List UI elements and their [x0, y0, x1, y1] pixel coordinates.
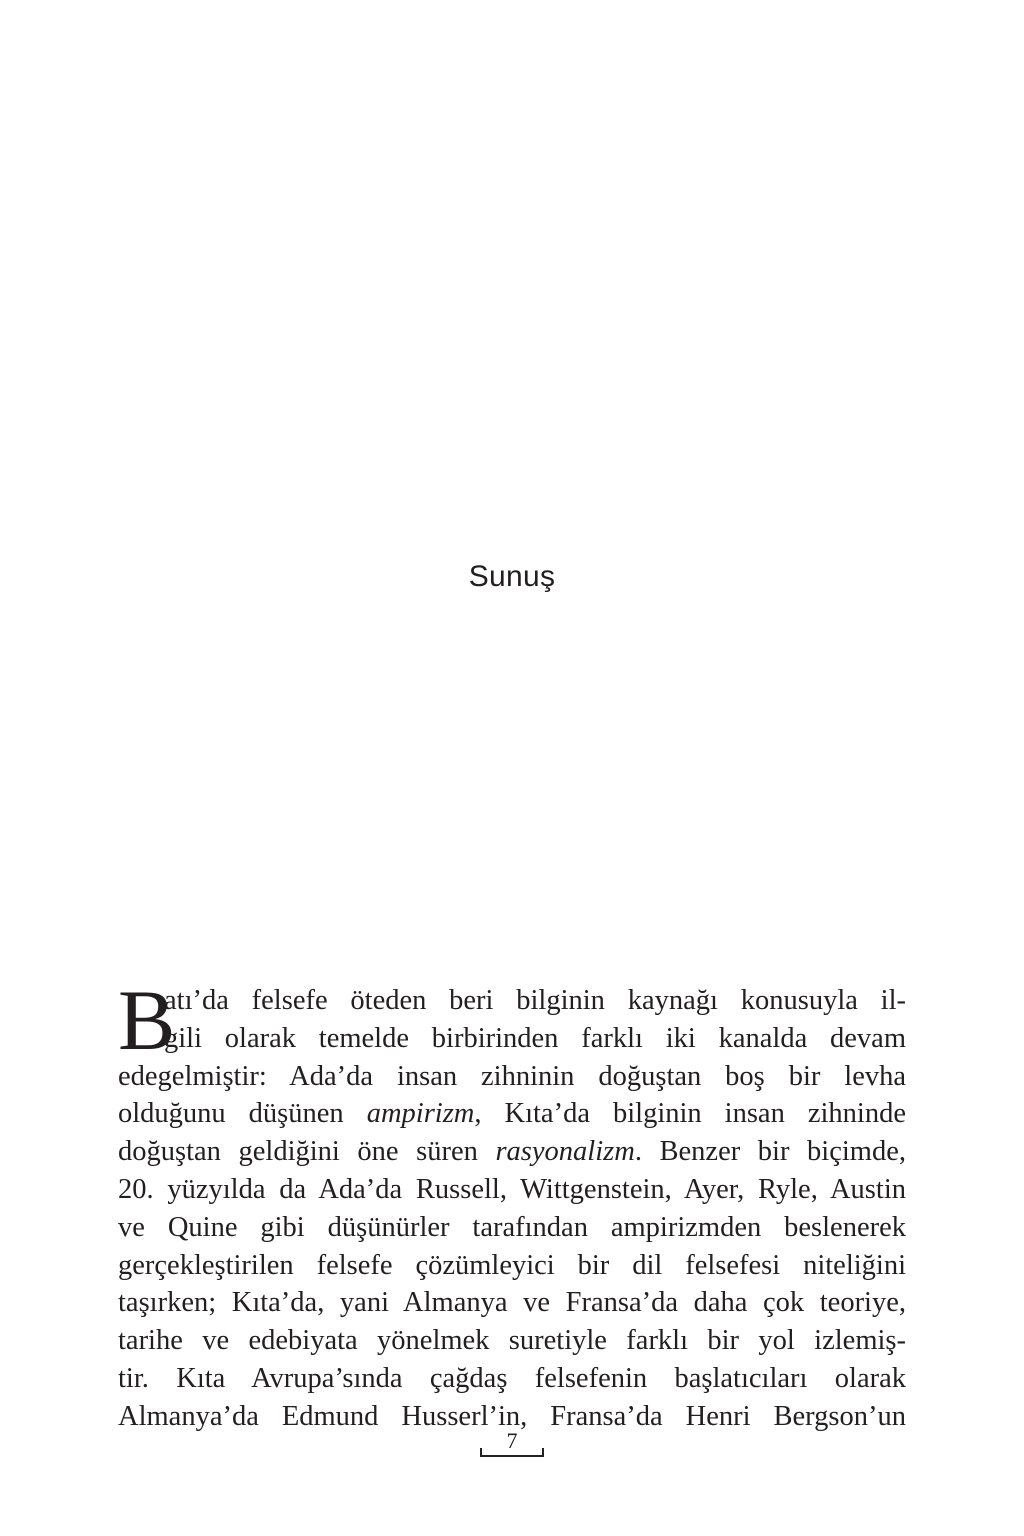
text-line-10: tarihe ve edebiyata yönelmek suretiyle farklı bir yol izlemiş- [118, 1325, 906, 1357]
text-line-3: edegelmiştir: Ada’da insan zihninin doğuştan boş bir levha [118, 1060, 906, 1092]
text-line-5-after: . Benzer bir biçimde, [634, 1136, 906, 1168]
footer-tick-left [480, 1448, 482, 1457]
term-rasyonalizm: rasyonalizm [495, 1136, 635, 1168]
text-line-5-before: doğuştan geldiğini öne süren [118, 1136, 496, 1168]
text-line-6: 20. yüzyılda da Ada’da Russell, Wittgenstein, Ayer, Ryle, Austin [118, 1173, 906, 1205]
text-line-2: gili olarak temelde birbirinden farklı iki kanalda devam [164, 1022, 906, 1054]
text-line-4-after: , Kıta’da bilginin insan zihninde [474, 1098, 906, 1130]
dropcap-block [118, 972, 906, 1068]
text-line-12: Almanya’da Edmund Husserl’in, Fransa’da Henri Bergson’un [118, 1400, 906, 1432]
page-footer [0, 1428, 1024, 1468]
text-line-4-before: olduğunu düşünen [118, 1098, 367, 1130]
text-line-7: ve Quine gibi düşünürler tarafından ampirizmden beslenerek [118, 1211, 906, 1243]
text-line-1: atı’da felsefe öteden beri bilginin kaynağı konusuyla il- [164, 985, 906, 1016]
chapter-title: Sunuş [468, 560, 556, 593]
body-paragraph [118, 972, 906, 1436]
text-line-5 [118, 1133, 906, 1171]
footer-tick-right [542, 1448, 544, 1457]
page-number: 7 [506, 1428, 518, 1453]
term-ampirizm: ampirizm [366, 1098, 475, 1130]
text-line-4 [118, 1095, 906, 1133]
footer-rule [480, 1455, 544, 1457]
text-line-11: tir. Kıta Avrupa’sında çağdaş felsefenin başlatıcıları olarak [118, 1362, 906, 1394]
text-line-8: gerçekleştirilen felsefe çözümleyici bir dil felsefesi niteliğini [118, 1249, 906, 1281]
dropcap-letter: B [118, 972, 176, 1068]
text-line-9: taşırken; Kıta’da, yani Almanya ve Fransa’da daha çok teoriye, [118, 1287, 906, 1319]
